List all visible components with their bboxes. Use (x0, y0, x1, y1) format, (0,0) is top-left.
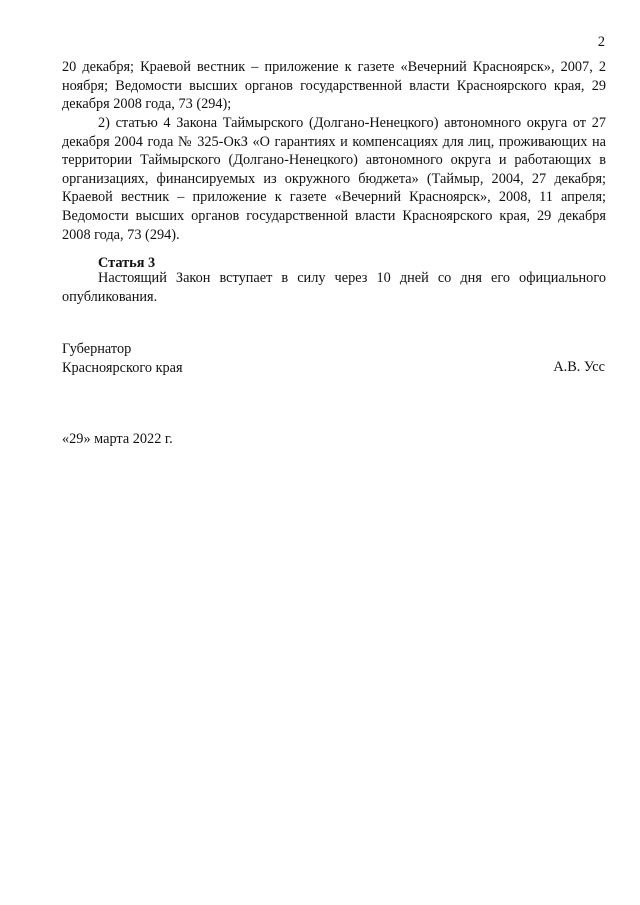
item-2-paragraph (62, 114, 606, 244)
paragraph-text: 2) статью 4 Закона Таймырского (Долгано-Ненецкого) автономного округа от 27 декабря 2004 года № 325-ОкЗ «О гарантиях и компенсациях для лиц, проживающих на территории Таймырского (Долгано-Ненецкого) автономного округа и работающих в организациях, финансируемых из окружного бюджета» (Таймыр, 2004, 27 декабря; Краевой вестник – приложение к газете «Вечерний Красноярск», 2008, 11 апреля; Ведомости высших органов государственной власти Красноярского края, 29 декабря 2008 года, 73 (294). (62, 115, 606, 243)
continuation-paragraph (62, 58, 606, 114)
signatory-title (62, 340, 183, 377)
signatory-name: А.В. Усс (553, 359, 605, 375)
article-3-heading: Статья 3 (98, 255, 156, 271)
page-number: 2 (597, 34, 605, 50)
paragraph-text: 20 декабря; Краевой вестник – приложение к газете «Вечерний Красноярск», 2007, 2 ноября; Ведомости высших органов государственной власти Красноярского края, 29 декабря 2008 года, 73 (294); (62, 59, 606, 113)
article-3-text: Настоящий Закон вступает в силу через 10 дней со дня его официального опубликования. (62, 270, 606, 305)
signatory-title-line-2: Красноярского края (62, 359, 183, 376)
article-3-text-block (62, 269, 606, 306)
signatory-title-line-1: Губернатор (62, 341, 132, 357)
document-date: «29» марта 2022 г. (62, 431, 173, 447)
